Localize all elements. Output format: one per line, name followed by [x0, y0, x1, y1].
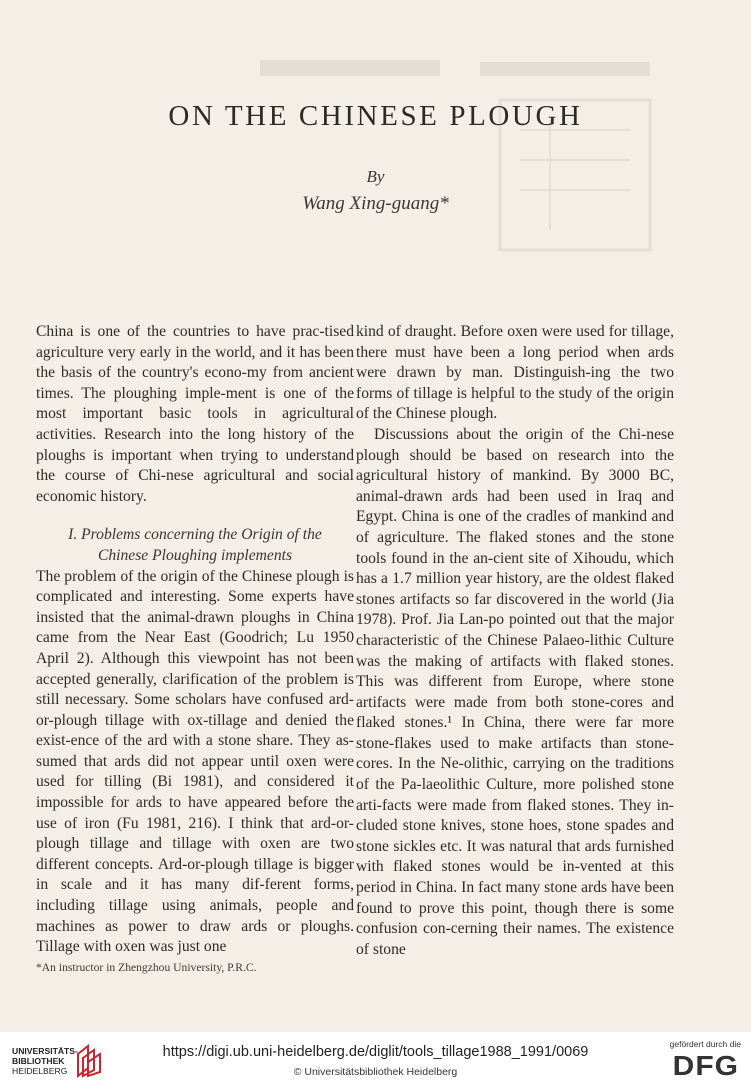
- library-name-line-1: UNIVERSITÄTS-: [12, 1046, 78, 1056]
- bleed-through-ornament: [250, 40, 670, 280]
- right-column: [356, 322, 674, 960]
- left-column: [36, 322, 354, 975]
- intro-paragraph: China is one of the countries to have prac-tised agriculture very early in the world, and it has been the basis of the country's econo-my from ancient times. The ploughing imple-ment is one of the most important basic tools in agricultural activities. Research into the long history of the ploughs is important when trying to understand the course of Chi-nese agricultural and social economic history.: [36, 323, 354, 505]
- library-name-line-3: HEIDELBERG: [12, 1066, 68, 1076]
- author-name: Wang Xing-guang*: [302, 193, 449, 214]
- funding-note: gefördert durch die: [669, 1039, 741, 1049]
- copyright-notice: © Universitätsbibliothek Heidelberg: [293, 1066, 458, 1078]
- section-heading-line-2: Chinese Ploughing implements: [97, 546, 293, 564]
- viewer-footer: [0, 1032, 751, 1090]
- page-url-link[interactable]: https://digi.ub.uni-heidelberg.de/diglit/tools_tillage1988_1991/0069: [162, 1044, 589, 1060]
- dfg-logo[interactable]: DFG: [672, 1051, 739, 1082]
- author-footnote: *An instructor in Zhengzhou University, P.R.C.: [36, 960, 257, 974]
- continuation-paragraph: kind of draught. Before oxen were used for tillage, there must have been a long period when ards were drawn by man. Distinguish-ing the two forms of tillage is helpful to the study of the origin of the Chinese plough.: [356, 323, 674, 423]
- section-heading-line-1: I. Problems concerning the Origin of the: [68, 526, 322, 544]
- byline: By: [366, 167, 385, 186]
- section-body-paragraph: The problem of the origin of the Chinese plough is complicated and interesting. Some experts have insisted that the animal-drawn ploughs in China came from the Near East (Goodrich; Lu 1950 April 2). Although this viewpoint has not been accepted generally, clarification of the problem is still necessary. Some scholars have confused ard-or-plough tillage with ox-tillage and denied the exist-ence of the ard with a stone share. They as-sumed that ards did not appear until oxen were used for tilling (Bi 1981), and considered it impossible for ards to have appeared before the use of iron (Fu 1981, 216). I think that ard-or-plough tillage and tillage with oxen are two different concepts. Ard-or-plough tillage is bigger in scale and it has many dif-ferent forms, including tillage using animals, people and machines as power to draw ards or ploughs. Tillage with oxen was just one: [36, 567, 354, 956]
- discussion-paragraph: Discussions about the origin of the Chi-nese plough should be based on research into the agricultural history of mankind. By 3000 BC, animal-drawn ards had been used in Iraq and Egypt. China is one of the cradles of mankind and of agriculture. The flaked stones and the stone tools found in the an-cient site of Xihoudu, which has a 1.7 million year history, are the oldest flaked stones artifacts so far discovered in the world (Jia 1978). Prof. Jia Lan-po pointed out that the major characteristic of the Chinese Palaeo-lithic Culture was the making of artifacts with flaked stones. This was different from Europe, where stone artifacts were made from both stone-cores and flaked stones.¹ In China, there were far more stone-flakes used to make artifacts than stone-cores. In the Ne-olithic, carrying on the traditions of the Pa-laeolithic Culture, more polished stone arti-facts were made from flaked stones. They in-cluded stone knives, stone hoes, stone spades and stone sickles etc. It was natural that ards furnished with flaked stones would be in-vented at this period in China. In fact many stone ards have been found to prove this point, though there is some confusion con-cerning their names. The existence of stone: [356, 425, 674, 958]
- article-title: ON THE CHINESE PLOUGH: [168, 100, 583, 132]
- section-heading: [36, 525, 354, 566]
- library-name-line-2: BIBLIOTHEK: [12, 1056, 65, 1066]
